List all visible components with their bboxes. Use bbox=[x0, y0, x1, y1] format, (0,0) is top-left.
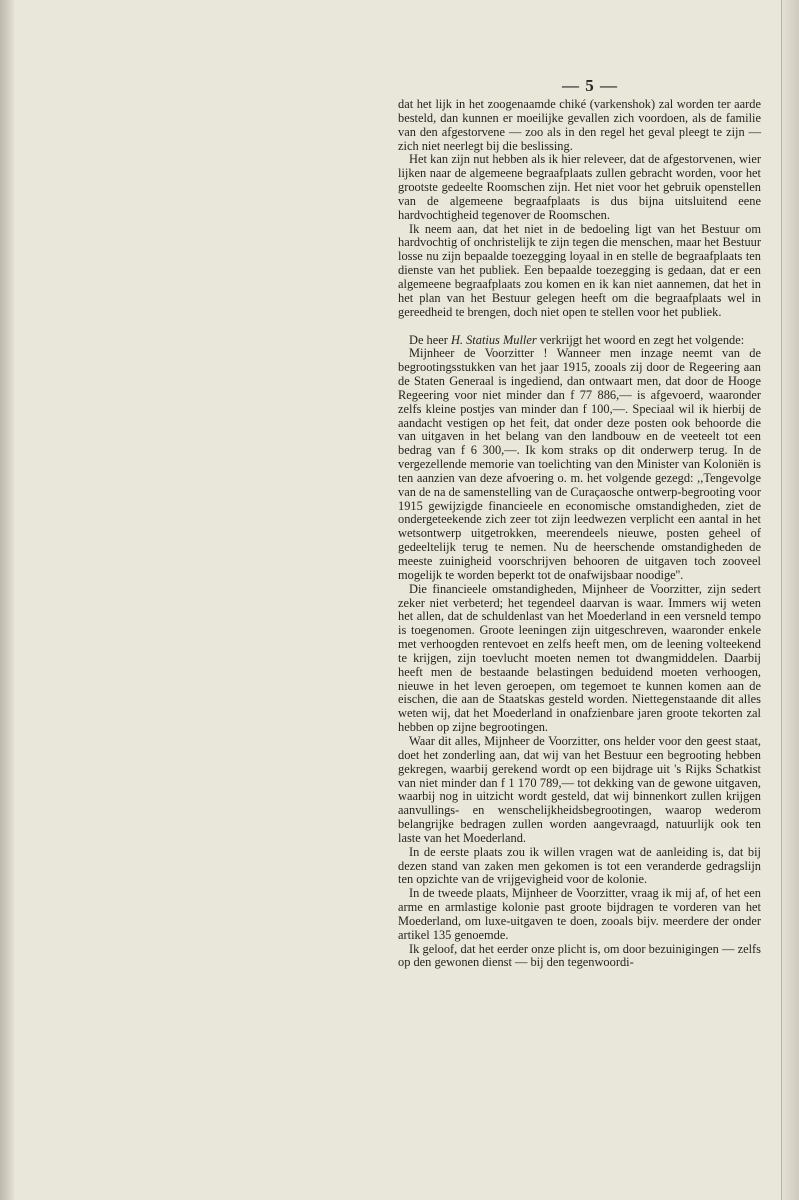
paragraph-2: Het kan zijn nut hebben als ik hier releveer, dat de afgestorvenen, wier lijken naar de algemeene begraafplaats zullen gebracht worden, voor het grootste gedeelte Roomschen zijn. Het niet voor het gebruik openstellen van de algemeene begraafplaats is dus bijna uitsluitend eene hardvochtigheid tegenover de Roomschen. bbox=[398, 152, 761, 222]
speaker-intro-suffix: verkrijgt het woord en zegt het volgende: bbox=[536, 332, 745, 347]
paragraph-1: dat het lijk in het zoogenaamde chiké (varkenshok) zal worden ter aarde besteld, dan kunnen er moeilijke gevallen zich voordoen, als de familie van den afgestorvene — zoo als in den regel het geval pleegt te zijn — zich niet neerlegt bij die beslissing. bbox=[398, 97, 761, 153]
speaker-intro bbox=[398, 334, 761, 348]
paragraph-3: Ik neem aan, dat het niet in de bedoeling ligt van het Bestuur om hardvochtig of onchristelijk te zijn tegen die menschen, maar het Bestuur losse nu zijn bepaalde toezegging loyaal in en stelle de begraafplaats ten dienste van het publiek. Een bepaalde toezegging is gedaan, dat er een algemeene begraafplaats zou komen en ik kan niet aannemen, dat het in het plan van het Bestuur gelegen heeft om die begraafplaats wel in gereedheid te brengen, doch niet open te stellen voor het publiek. bbox=[398, 221, 762, 319]
speech-paragraph-4: In de eerste plaats zou ik willen vragen wat de aanleiding is, dat bij dezen stand van zaken men gekomen is tot een veranderde gedragslijn ten opzichte van de vrijgevigheid voor de kolonie. bbox=[398, 844, 761, 887]
page-edge-line bbox=[781, 0, 782, 1200]
page-right-margin bbox=[781, 0, 799, 1200]
speech-paragraph-3: Waar dit alles, Mijnheer de Voorzitter, ons helder voor den geest staat, doet het zonderling aan, dat wij van het Bestuur een begrooting hebben gekregen, waarbij gerekend wordt op een bijdrage uit 's Rijks Schatkist van niet minder dan f 1 170 789,— tot dekking van de gewone uitgaven, waarbij nog in uitzicht wordt gesteld, dat wij binnenkort zullen krijgen aanvullings- en wenschelijkheidsbegrootingen, waarop wederom belangrijke bedragen zullen worden aangevraagd, natuurlijk ook ten laste van het Moederland. bbox=[398, 733, 761, 845]
speech-paragraph-2: Die financieele omstandigheden, Mijnheer de Voorzitter, zijn sedert zeker niet verbeterd; het tegendeel daarvan is waar. Immers wij weten het allen, dat de schuldenlast van het Moederland in een versneld tempo is toegenomen. Groote leeningen zijn uitgeschreven, waaronder enkele met verhoogden rentevoet en zelfs heeft men, om de leening volteekend te krijgen, zijn toevlucht moeten nemen tot dwangmiddelen. Daarbij heeft men de bestaande belastingen beduidend moeten verhoogen, nieuwe in het leven geroepen, om tegemoet te kunnen komen aan de eischen, die aan de Staatskas gesteld worden. Niettegenstaande dit alles weten wij, dat het Moederland in onafzienbare jaren groote tekorten zal hebben op zijne begrootingen. bbox=[398, 581, 761, 735]
page-left-shadow bbox=[0, 0, 14, 1200]
document-body bbox=[398, 98, 761, 970]
speaker-name: H. Statius Muller bbox=[450, 332, 537, 347]
speaker-intro-prefix: De heer bbox=[409, 332, 451, 347]
speech-paragraph-6: Ik geloof, dat het eerder onze plicht is, om door bezuinigingen — zelfs op den gewonen dienst — bij den tegenwoordi- bbox=[398, 941, 761, 970]
section-gap bbox=[398, 320, 761, 334]
speech-paragraph-1: Mijnheer de Voorzitter ! Wanneer men inzage neemt van de begrootingsstukken van het jaar 1915, zooals zij door de Regeering aan de Staten Generaal is ingediend, dan ontwaart men, dat door de Hooge Regeering voor niet minder dan f 77 886,— is afgevoerd, waaronder zelfs kleine postjes van minder dan f 100,—. Speciaal wil ik hierbij de aandacht vestigen op het feit, dat onder deze posten ook behoorde die van uitgaven in het belang van den landbouw en de veeteelt tot een bedrag van f 6 300,—. Ik kom straks op dit onderwerp terug. In de vergezellende memorie van toelichting van den Minister van Koloniën is ten aanzien van deze afvoering o. m. het volgende gezegd: ,,Tengevolge van de na de samenstelling van de Curaçaosche ontwerp-begrooting voor 1915 gewijzigde financieele en economische omstandigheden, ziet de ondergeteekende zich zeer tot zijn leedwezen verplicht een aantal in het wetsontwerp uitgetrokken, meerendeels nieuwe, posten geheel of gedeeltelijk terug te nemen. Nu de heerschende omstandigheden de meeste zuinigheid voorschrijven behooren de uitgaven toch zooveel mogelijk te worden beperkt tot de onafwijsbaar noodige''. bbox=[398, 346, 761, 582]
page-number: — 5 — bbox=[562, 76, 618, 95]
speech-paragraph-5: In de tweede plaats, Mijnheer de Voorzitter, vraag ik mij af, of het een arme en armlastige kolonie past groote bijdragen te vorderen van het Moederland, om luxe-uitgaven te doen, zooals bijv. meerdere der onder artikel 135 genoemde. bbox=[398, 886, 761, 942]
